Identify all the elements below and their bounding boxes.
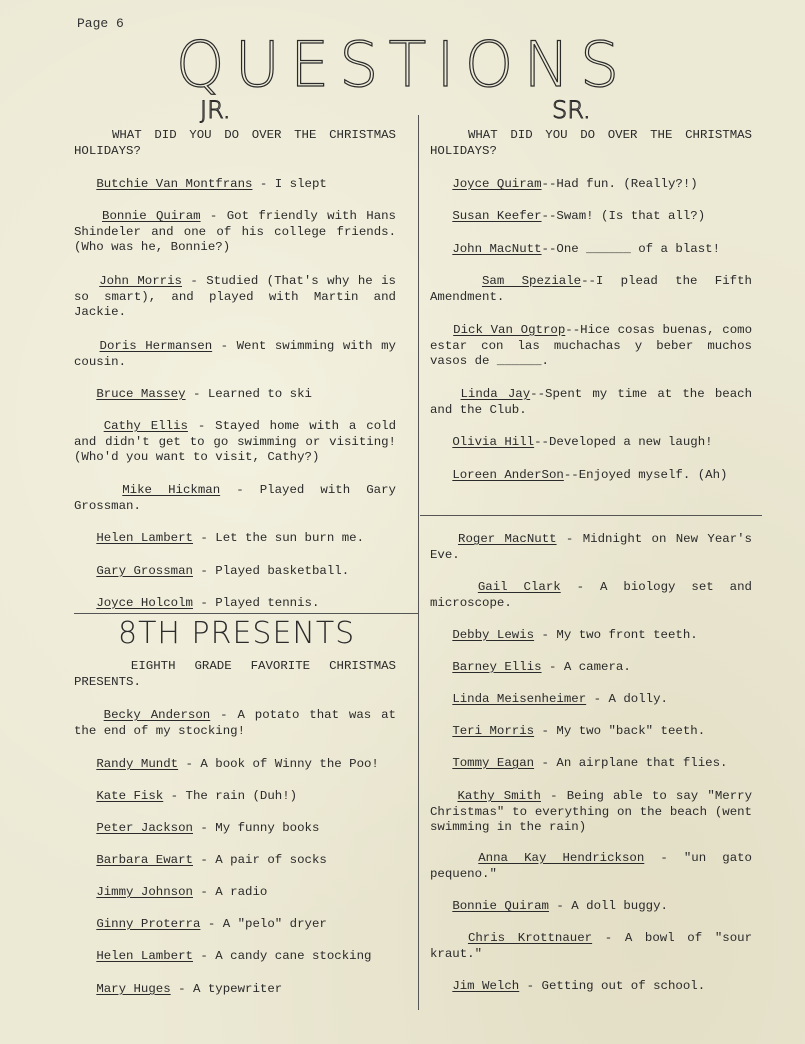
list-item: Ginny Proterra - A "pelo" dryer — [96, 917, 327, 931]
list-item: John MacNutt--One ______ of a blast! — [452, 242, 721, 256]
student-name: Sam Speziale — [481, 274, 582, 288]
sr-column-label: SR. — [552, 96, 591, 124]
list-item: Doris Hermansen - Went swimming with my cousin. — [74, 339, 396, 369]
student-name: Helen Lambert — [96, 531, 193, 545]
list-item: Mike Hickman - Played with Gary Grossman. — [74, 483, 396, 513]
student-name: Susan Keefer — [452, 209, 542, 223]
student-name: Peter Jackson — [96, 821, 193, 835]
list-item: Barney Ellis - A camera. — [452, 660, 631, 674]
student-name: Debby Lewis — [452, 628, 535, 642]
student-name: Jimmy Johnson — [96, 885, 193, 899]
student-name: Cathy Ellis — [103, 419, 188, 433]
list-item: Tommy Eagan - An airplane that flies. — [452, 756, 728, 770]
student-name: Ginny Proterra — [96, 917, 201, 931]
list-item: Kathy Smith - Being able to say "Merry Christmas" to everything on the beach (went swimming in the rain) — [430, 789, 753, 835]
student-name: Barbara Ewart — [96, 853, 193, 867]
list-item: Teri Morris - My two "back" teeth. — [452, 724, 706, 738]
list-item: Joyce Holcolm - Played tennis. — [96, 596, 320, 610]
list-item: Gary Grossman - Played basketball. — [96, 564, 350, 578]
page-number: Page 6 — [77, 16, 124, 31]
column-divider — [418, 115, 419, 1010]
student-name: Chris Krottnauer — [467, 931, 593, 945]
student-name: Anna Kay Hendrickson — [478, 851, 645, 865]
list-item: John Morris - Studied (That's why he is so smart), and played with Martin and Jackie. — [74, 274, 396, 320]
sr-question: WHAT DID YOU DO OVER THE CHRISTMAS HOLIDAYS? — [430, 128, 752, 158]
list-item: Helen Lambert - Let the sun burn me. — [96, 531, 365, 545]
list-item: Cathy Ellis - Stayed home with a cold and didn't get to go swimming or visiting! (Who'd you want to visit, Cathy?) — [74, 419, 397, 465]
list-item: Bonnie Quiram - A doll buggy. — [452, 899, 668, 913]
student-name: Kate Fisk — [96, 789, 164, 803]
student-name: Joyce Quiram — [452, 177, 542, 191]
student-name: Bruce Massey — [96, 387, 186, 401]
student-name: Tommy Eagan — [452, 756, 535, 770]
presents-question: EIGHTH GRADE FAVORITE CHRISTMAS PRESENTS. — [74, 659, 396, 689]
right-column — [430, 0, 752, 1044]
list-item: Loreen AnderSon--Enjoyed myself. (Ah) — [452, 468, 728, 482]
left-column — [74, 0, 396, 1044]
student-name: Becky Anderson — [103, 708, 211, 722]
student-name: Mary Huges — [96, 982, 171, 996]
student-name: Kathy Smith — [457, 789, 541, 803]
list-item: Olivia Hill--Developed a new laugh! — [452, 435, 713, 449]
student-name: Gail Clark — [477, 580, 561, 594]
jr-column-label: JR. — [200, 96, 231, 124]
list-item: Bruce Massey - Learned to ski — [96, 387, 312, 401]
student-name: Olivia Hill — [452, 435, 535, 449]
list-item: Gail Clark - A biology set and microscope. — [430, 580, 752, 610]
list-item: Jimmy Johnson - A radio — [96, 885, 268, 899]
list-item: Joyce Quiram--Had fun. (Really?!) — [452, 177, 698, 191]
student-name: Mike Hickman — [122, 483, 221, 497]
student-name: Linda Jay — [460, 387, 531, 401]
presents-section-title: 8TH PRESENTS — [118, 616, 356, 651]
student-name: Bonnie Quiram — [452, 899, 549, 913]
list-item: Sam Speziale--I plead the Fifth Amendment. — [430, 274, 752, 304]
student-name: John Morris — [99, 274, 182, 288]
student-name: Doris Hermansen — [99, 339, 213, 353]
list-item: Dick Van Ogtrop--Hice cosas buenas, como estar con las muchachas y beber muchos vasos de ______. — [430, 323, 752, 369]
student-name: Barney Ellis — [452, 660, 542, 674]
student-name: Roger MacNutt — [458, 532, 557, 546]
list-item: Susan Keefer--Swam! (Is that all?) — [452, 209, 706, 223]
list-item: Becky Anderson - A potato that was at the end of my stocking! — [74, 708, 396, 738]
list-item: Randy Mundt - A book of Winny the Poo! — [96, 757, 379, 771]
student-name: Loreen AnderSon — [452, 468, 564, 482]
list-item: Linda Meisenheimer - A dolly. — [452, 692, 668, 706]
student-name: Jim Welch — [452, 979, 520, 993]
list-item: Peter Jackson - My funny books — [96, 821, 320, 835]
student-name: Helen Lambert — [96, 949, 193, 963]
student-name: Butchie Van Montfrans — [96, 177, 253, 191]
list-item: Chris Krottnauer - A bowl of "sour kraut." — [430, 931, 752, 961]
jr-question: WHAT DID YOU DO OVER THE CHRISTMAS HOLIDAYS? — [74, 128, 396, 158]
student-name: Bonnie Quiram — [102, 209, 201, 223]
student-name: Randy Mundt — [96, 757, 179, 771]
list-item: Jim Welch - Getting out of school. — [452, 979, 706, 993]
list-item: Barbara Ewart - A pair of socks — [96, 853, 327, 867]
list-item: Kate Fisk - The rain (Duh!) — [96, 789, 298, 803]
list-item: Anna Kay Hendrickson - "un gato pequeno." — [430, 851, 752, 881]
student-name: Gary Grossman — [96, 564, 193, 578]
page-title: QUESTIONS — [175, 28, 630, 101]
student-name: Teri Morris — [452, 724, 535, 738]
list-item: Helen Lambert - A candy cane stocking — [96, 949, 372, 963]
student-name: Joyce Holcolm — [96, 596, 193, 610]
list-item: Roger MacNutt - Midnight on New Year's Eve. — [430, 532, 752, 562]
list-item: Bonnie Quiram - Got friendly with Hans Shindeler and one of his college friends. (Who was he, Bonnie?) — [74, 209, 396, 255]
student-name: Linda Meisenheimer — [452, 692, 587, 706]
student-name: John MacNutt — [452, 242, 542, 256]
list-item: Linda Jay--Spent my time at the beach and the Club. — [430, 387, 752, 417]
list-item: Debby Lewis - My two front teeth. — [452, 628, 698, 642]
list-item: Butchie Van Montfrans - I slept — [96, 177, 327, 191]
list-item: Mary Huges - A typewriter — [96, 982, 283, 996]
student-name: Dick Van Ogtrop — [453, 323, 566, 337]
